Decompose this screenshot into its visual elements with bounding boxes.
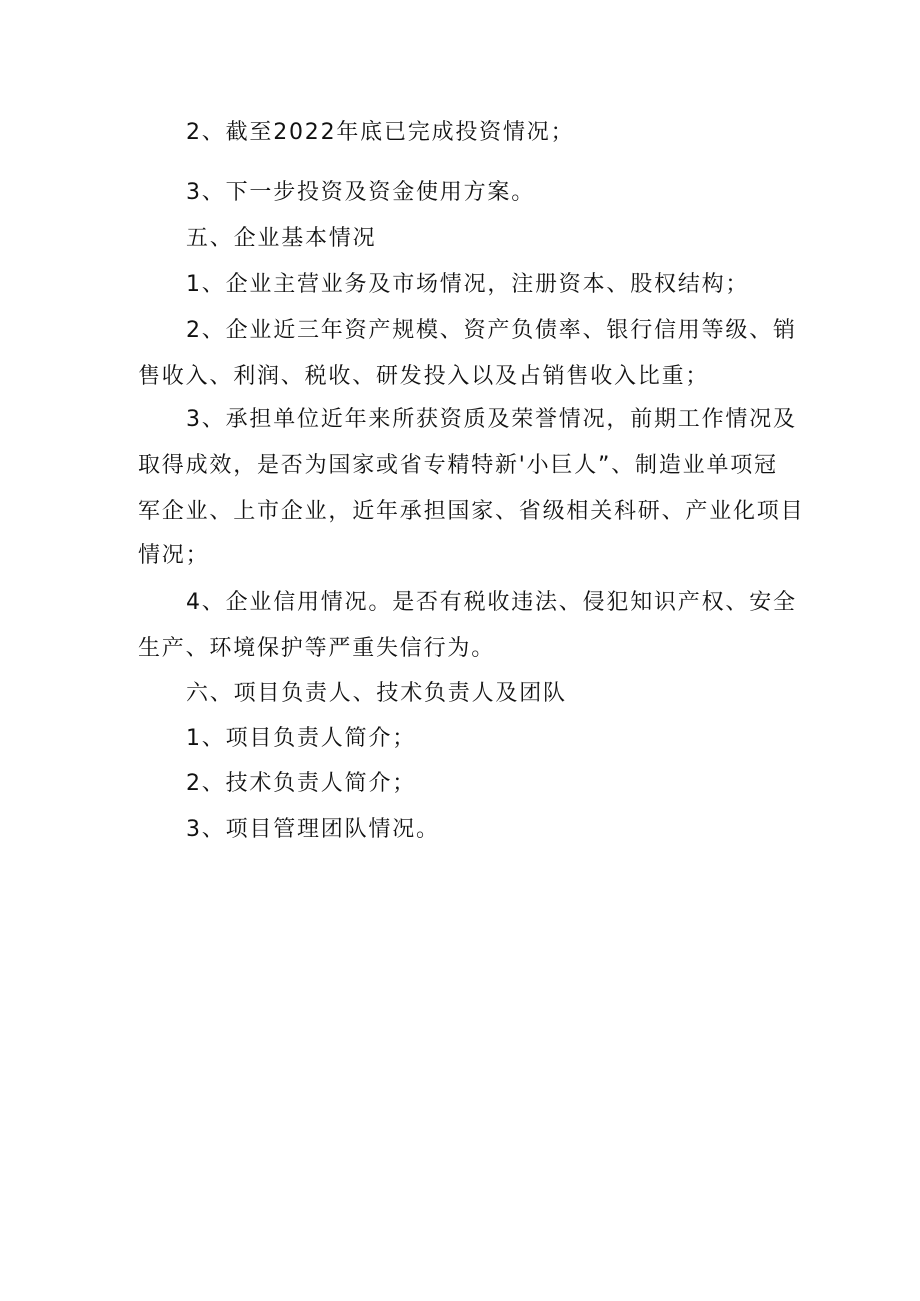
text-line: 情况； <box>138 543 210 568</box>
text-line: 2、技术负责人简介； <box>186 771 416 796</box>
text-line: 军企业、上市企业，近年承担国家、省级相关科研、产业化项目 <box>138 499 805 524</box>
text-line: 1、企业主营业务及市场情况，注册资本、股权结构； <box>186 272 750 297</box>
text-line: 2、截至2022年底已完成投资情况； <box>186 120 575 145</box>
text-line: 生产、环境保护等严重失信行为。 <box>138 636 496 661</box>
text-line: 售收入、利润、税收、研发投入以及占销售收入比重； <box>138 364 710 389</box>
text-line: 1、项目负责人简介； <box>186 726 416 751</box>
text-line: 3、下一步投资及资金使用方案。 <box>186 180 535 205</box>
text-line: 取得成效，是否为国家或省专精特新'小巨人”、制造业单项冠 <box>138 453 778 478</box>
text-line: 2、企业近三年资产规模、资产负债率、银行信用等级、销 <box>186 318 797 343</box>
text-line: 3、承担单位近年来所获资质及荣誉情况，前期工作情况及 <box>186 407 797 432</box>
section-heading: 五、企业基本情况 <box>186 226 377 251</box>
text-line: 4、企业信用情况。是否有税收违法、侵犯知识产权、安全 <box>186 590 797 615</box>
text-line: 3、项目管理团队情况。 <box>186 817 440 842</box>
section-heading: 六、项目负责人、技术负责人及团队 <box>186 681 567 706</box>
